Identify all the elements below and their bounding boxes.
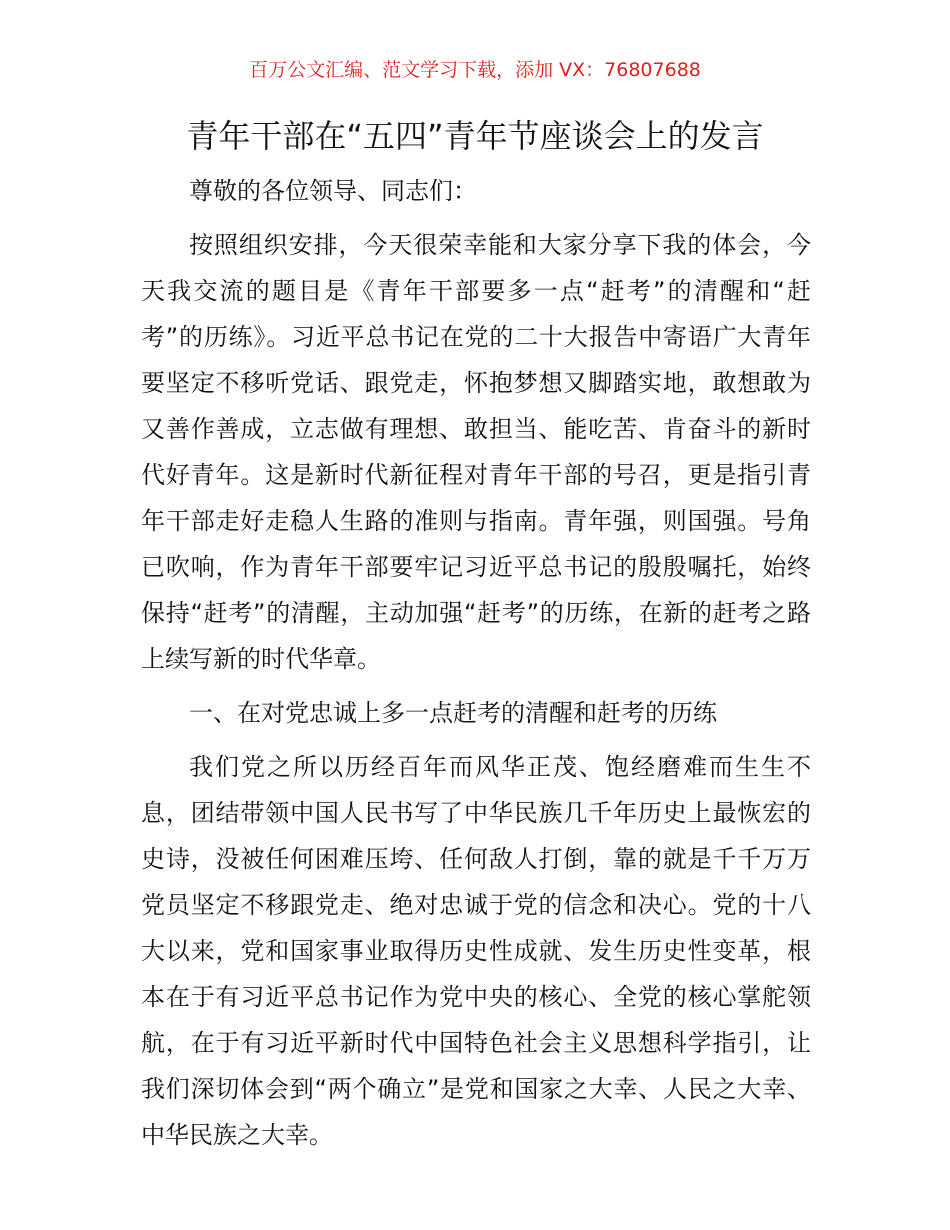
paragraph-intro: 按照组织安排，今天很荣幸能和大家分享下我的体会，今天我交流的题目是《青年干部要多一点“赶考”的清醒和“赶考”的历练》。习近平总书记在党的二十大报告中寄语广大青年要坚定不移听党话、跟党走，怀抱梦想又脚踏实地，敢想敢为又善作善成，立志做有理想、敢担当、能吃苦、肯奋斗的新时代好青年。这是新时代新征程对青年干部的号召，更是指引青年干部走好走稳人生路的准则与指南。青年强，则国强。号角已吹响，作为青年干部要牢记习近平总书记的殷殷嘱托，始终保持“赶考”的清醒，主动加强“赶考”的历练，在新的赶考之路上续写新的时代华章。 (141, 231, 811, 673)
document-body (141, 168, 811, 1166)
salutation: 尊敬的各位领导、同志们： (189, 177, 477, 205)
paragraph-section-one: 我们党之所以历经百年而风华正茂、饱经磨难而生生不息，团结带领中国人民书写了中华民族几千年历史上最恢宏的史诗，没被任何困难压垮、任何敌人打倒，靠的就是千千万万党员坚定不移跟党走、绝对忠诚于党的信念和决心。党的十八大以来，党和国家事业取得历史性成就、发生历史性变革，根本在于有习近平总书记作为党中央的核心、全党的核心掌舵领航，在于有习近平新时代中国特色社会主义思想科学指引，让我们深切体会到“两个确立”是党和国家之大幸、人民之大幸、中华民族之大幸。 (141, 753, 811, 1149)
section-heading: 一、在对党忠诚上多一点赶考的清醒和赶考的历练 (189, 699, 717, 727)
page-title: 青年干部在“五四”青年节座谈会上的发言 (186, 117, 764, 155)
header-promo-note: 百万公文汇编、范文学习下载，添加 VX：76807688 (249, 59, 701, 81)
